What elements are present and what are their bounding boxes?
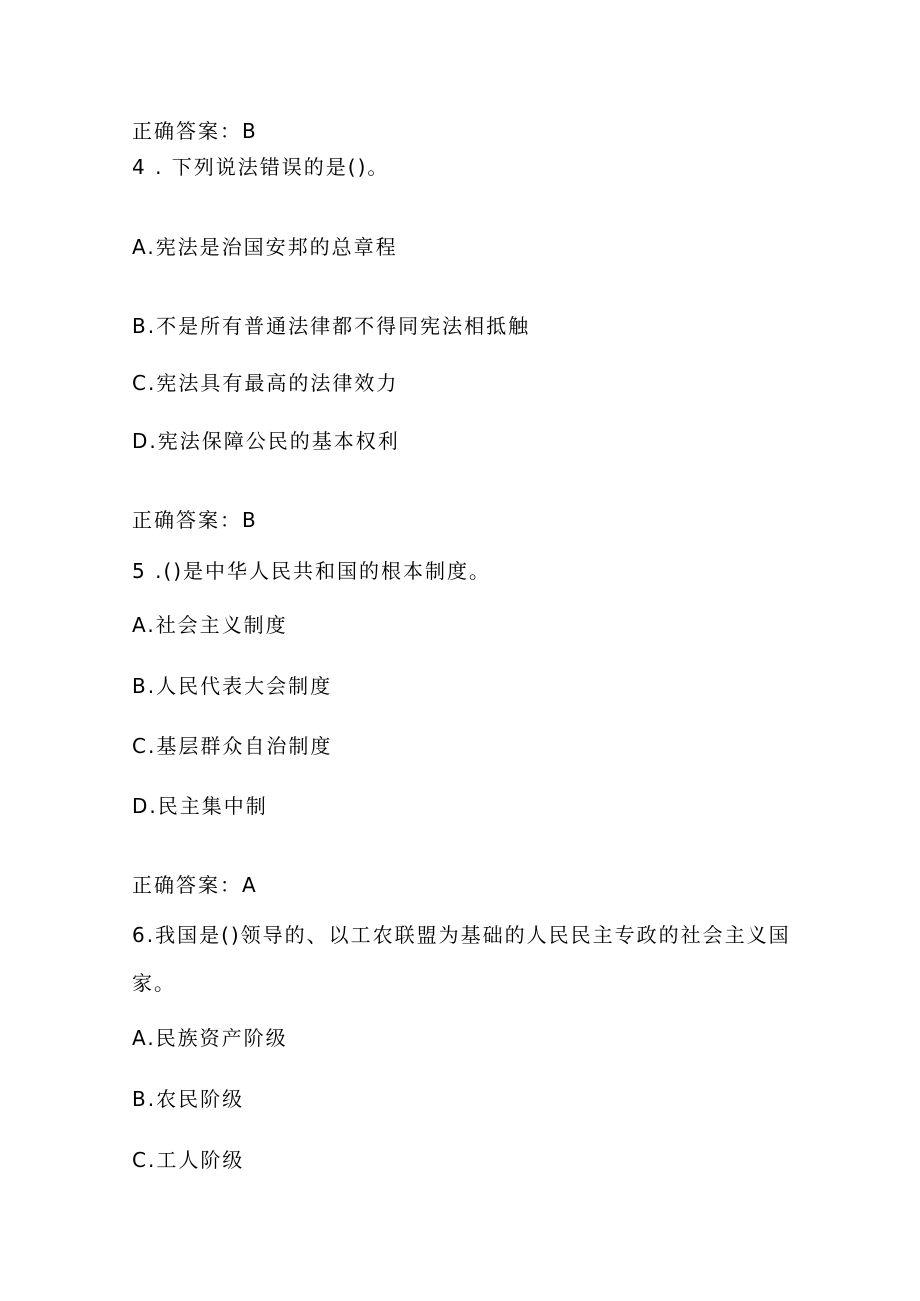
question-4-option-c: C.宪法具有最高的法律效力 [132, 371, 399, 395]
answer-q3: 正确答案：B [132, 119, 258, 143]
question-6-option-a: A.民族资产阶级 [132, 1026, 288, 1050]
question-6-stem-line-1: 6.我国是()领导的、以工农联盟为基础的人民民主专政的社会主义国 [132, 923, 791, 947]
question-5-option-c: C.基层群众自治制度 [132, 734, 333, 758]
answer-q5: 正确答案：A [132, 873, 258, 897]
question-5-option-d: D.民主集中制 [132, 794, 268, 818]
question-5-stem: 5 .()是中华人民共和国的根本制度。 [132, 559, 492, 583]
question-6-stem-line-2: 家。 [132, 971, 176, 995]
question-4-option-d: D.宪法保障公民的基本权利 [132, 429, 400, 453]
question-6-option-b: B.农民阶级 [132, 1087, 245, 1111]
question-4-option-a: A.宪法是治国安邦的总章程 [132, 235, 398, 259]
question-5-option-b: B.人民代表大会制度 [132, 674, 333, 698]
question-4-option-b: B.不是所有普通法律都不得同宪法相抵触 [132, 314, 531, 338]
answer-q4: 正确答案：B [132, 508, 258, 532]
question-6-option-c: C.工人阶级 [132, 1148, 245, 1172]
question-4-stem: 4 . 下列说法错误的是()。 [132, 155, 390, 179]
question-5-option-a: A.社会主义制度 [132, 613, 288, 637]
